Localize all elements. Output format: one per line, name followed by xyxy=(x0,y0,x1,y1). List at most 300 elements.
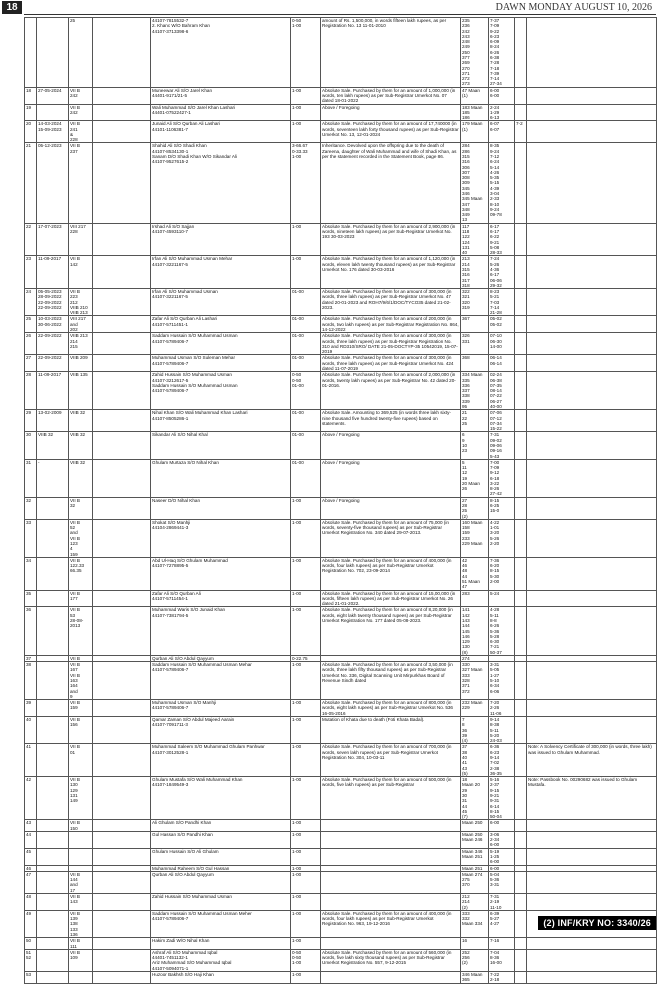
table-cell: 6 9 10 23 xyxy=(461,432,489,459)
table-cell: VII B 53 28-08-2013 xyxy=(69,607,93,656)
table-row xyxy=(25,223,657,256)
table-row xyxy=(25,497,657,519)
table-row xyxy=(25,557,657,590)
table-cell: 27 28 25 (2) xyxy=(461,497,489,519)
table-row xyxy=(25,938,657,950)
table-cell xyxy=(527,519,657,557)
table-cell: 24 xyxy=(25,289,37,316)
table-cell xyxy=(515,87,527,104)
table-cell xyxy=(515,104,527,121)
table-cell: 25 xyxy=(69,18,93,88)
table-cell: Muneewar Ali S/O Jarel Khan 44401-9171/21-5 xyxy=(151,87,291,104)
table-cell xyxy=(515,143,527,223)
table-cell xyxy=(515,662,527,700)
table-cell: Above / Foregoing xyxy=(321,432,461,459)
table-cell: 326 331 xyxy=(461,333,489,355)
table-cell: Absolute Sale. Purchased by them for an amount of 1,000,000 (in words, ten lakh rupees) as per Sub-Registrar Umerkot No. 07 dated 18-01-2022 xyxy=(321,87,461,104)
table-cell: Absolute Sale. Purchased by them for an amount of 700,000 (in words, seven lakh rupees) as per Sub-Registrar Umerkot Registration No. 304, 10-03-11 xyxy=(321,744,461,777)
table-cell: 01-00 xyxy=(291,432,321,459)
table-cell xyxy=(515,557,527,590)
table-cell: 7-04 8-36 16-00 xyxy=(489,949,515,971)
table-row xyxy=(25,662,657,700)
table-cell: 31 xyxy=(25,459,37,497)
table-cell: 160 Maan 158 159 233 229 Maan xyxy=(461,519,489,557)
table-cell: 6-07 6-07 xyxy=(489,121,515,143)
table-cell: 29 xyxy=(25,410,37,432)
table-cell: Ghulam Hussain S/O Ali Ghulam xyxy=(151,848,291,865)
table-cell: Absolute Sale. Purchased by them for an amount of 300,000 (in words, three lakh rupees) as per Sub-Registrar Registration No. 310 and RD310/SRO/ DATE 21-05-DOCTYP-35 10542019, 15-07-2019 xyxy=(321,333,461,355)
table-cell: 01-00 xyxy=(291,333,321,355)
table-cell: Huzoor Bakhsh S/O Haji Khan xyxy=(151,971,291,983)
table-row xyxy=(25,87,657,104)
table-cell: 37 xyxy=(25,655,37,661)
table-cell xyxy=(515,831,527,848)
table-cell: VII B 223 212 VIIB 210 VIIB 213 xyxy=(69,289,93,316)
table-cell: 40 xyxy=(25,717,37,744)
table-cell: Ghulam Mustafa S/O Wali Muhammad Khan 44107-1849549-3 xyxy=(151,777,291,820)
table-cell xyxy=(527,87,657,104)
table-cell xyxy=(527,18,657,88)
table-cell: Junaid Ali S/O Qurban Ali Lashari 44101-1106381-7 xyxy=(151,121,291,143)
table-cell xyxy=(93,894,151,911)
table-cell: Irshad Ali S/O Sajjan 44107-4593110-7 xyxy=(151,223,291,256)
table-cell: Muhammad Usman S/O Manhji 44107-5789406-7 xyxy=(151,700,291,717)
table-cell: 1-00 xyxy=(291,223,321,256)
table-cell xyxy=(93,938,151,950)
header-rule xyxy=(24,14,656,15)
table-cell xyxy=(515,355,527,372)
table-cell: Absolute Sale. Purchased by them for an amount of 2,000,000 (in words, twenty lakh rupees) as per Sub-Registrar No. 42 dated 20-01-2016. xyxy=(321,372,461,410)
table-row xyxy=(25,949,657,971)
table-cell xyxy=(527,831,657,848)
table-cell xyxy=(93,121,151,143)
table-cell xyxy=(37,607,69,656)
table-cell: 1-00 xyxy=(291,910,321,937)
table-cell: Muhammad Saleem S/O Muhammad Ghulam Panhwar 44107-3012528-1 xyxy=(151,744,291,777)
table-cell: Mutation of Khata due to death (Foti Khata Badal). xyxy=(321,717,461,744)
table-cell xyxy=(527,971,657,983)
table-row xyxy=(25,121,657,143)
table-cell: Shahid Ali S/O Shadi Khan 44107-8534130-1 Sanam D/O Shadi Khan W/O Sikandar Ali 44107-9527615-2 xyxy=(151,143,291,223)
table-row xyxy=(25,289,657,316)
table-cell: VIIB 213 214 215 xyxy=(69,333,93,355)
table-cell: Gul Hassan S/O Pandhi Khan xyxy=(151,831,291,848)
table-cell: Absolute Sale. Purchased by them for an amount of 15,00,000 (in words, fifteen lakh rupees) as per Sub-Registrar Umerkot No. 26 dated 21-01-2022. xyxy=(321,590,461,607)
table-cell: Saddam Hussain S/O Muhammad Usman Mehar 44107-5789406-7 xyxy=(151,662,291,700)
table-cell: 11-09-2017 xyxy=(37,372,69,410)
table-cell: 7-31 09-02 09-06 09-16 5-43 xyxy=(489,432,515,459)
table-cell: Absolute Sale. Purchased by them for an amount of 2,900,000 (in words, nineteen lakh rupees) as per Sub-Registrar Umerkot No. 193 30-03-2023 xyxy=(321,223,461,256)
table-cell xyxy=(527,289,657,316)
table-cell xyxy=(93,871,151,893)
table-cell: - xyxy=(37,459,69,497)
table-cell: 14-03-2024 15-09-2023 xyxy=(37,121,69,143)
table-cell: VII B 150 xyxy=(69,820,93,832)
table-cell xyxy=(321,894,461,911)
table-cell xyxy=(321,848,461,865)
table-cell: 02-24 06-38 07-35 08-14 07-22 06-27 40-00 xyxy=(489,372,515,410)
table-row xyxy=(25,744,657,777)
table-cell: VII B 122.33 66.35 xyxy=(69,557,93,590)
table-cell: Maan 346 Maan 251 xyxy=(461,848,489,865)
table-cell: Absolute Sale. Purchased by them for an amount of 300,000 (in words, three lakh rupees) as per Sub-Registrar Umerkot No. 47 dated 20-01-2023 and ROH7/9/6/1/DOC/TYCO35 dated 21-02-2023. xyxy=(321,289,461,316)
table-cell: Maan 251 xyxy=(461,865,489,871)
table-cell xyxy=(527,700,657,717)
table-cell xyxy=(515,607,527,656)
table-cell xyxy=(93,717,151,744)
table-cell xyxy=(527,717,657,744)
table-cell: 22-09-2022 xyxy=(37,333,69,355)
table-cell: 368 xyxy=(461,355,489,372)
table-cell xyxy=(515,871,527,893)
table-cell: 27-05-2024 xyxy=(37,87,69,104)
table-cell: 26 xyxy=(25,333,37,355)
table-cell: 1-00 xyxy=(291,971,321,983)
table-cell: Hakim Zadi W/O Nihal Khan xyxy=(151,938,291,950)
table-cell: 45 xyxy=(25,848,37,865)
table-cell: Zahid Hussain S/O Muhammad Usman 44107-3212617-5 Saddam Hussain S/O Muhammad Usman 44107-5789406-7 xyxy=(151,372,291,410)
table-row xyxy=(25,894,657,911)
table-cell xyxy=(37,519,69,557)
table-cell: Absolute Sale. Purchased by them for an amount of 560,000 (in words, five lakh sixty thousand rupees) as per Sub-Registrar Umerkot Registration No. 557, 9-12-2015 xyxy=(321,949,461,971)
table-cell: 1-00 xyxy=(291,256,321,289)
table-cell: Absolute Sale. Purchased by them for an amount of 800,000 (in words, eight lakh rupees) as per Sub-Registrar Umerkot No. 536 16-05-2016 xyxy=(321,700,461,717)
table-cell xyxy=(515,777,527,820)
table-cell: 35 xyxy=(25,590,37,607)
table-row xyxy=(25,831,657,848)
table-cell: 6-00 6-00 xyxy=(489,87,515,104)
table-cell xyxy=(527,256,657,289)
table-row xyxy=(25,104,657,121)
table-cell xyxy=(527,662,657,700)
table-cell xyxy=(69,848,93,865)
table-cell: Absolute Sale. Purchased by them for an amount of 1,120,000 (in words, eleven lakh twenty thousand rupees) as per Sub-Registrar Umerkot No. 176 dated 30-03-2016 xyxy=(321,256,461,289)
table-cell: 252 256 (2) xyxy=(461,949,489,971)
table-cell: Ali Ghulam S/O Pandhi Khan xyxy=(151,820,291,832)
table-cell: 334 Maan 335 336 337 338 339 95 xyxy=(461,372,489,410)
table-row xyxy=(25,459,657,497)
table-cell xyxy=(515,18,527,88)
table-cell xyxy=(515,820,527,832)
table-cell: 01-00 xyxy=(291,289,321,316)
table-cell xyxy=(93,355,151,372)
table-cell: Ashraf Ali S/O Muhammad Iqbal 44401-7451132-1 Ariz Muhammad S/O Muhammad Iqbal 44107-5094071-1 xyxy=(151,949,291,971)
table-row xyxy=(25,971,657,983)
table-cell: 213 214 315 316 317 318 xyxy=(461,256,489,289)
table-cell: Shokat S/O Manhji 44104-2869441-3 xyxy=(151,519,291,557)
table-cell xyxy=(515,717,527,744)
table-cell: 322 321 320 319 xyxy=(461,289,489,316)
table-cell: 1-00 xyxy=(291,831,321,848)
table-cell: 3-06 2-34 6-00 xyxy=(489,831,515,848)
table-cell: 235 236 242 243 248 249 250 377 269 270 271 272 273 xyxy=(461,18,489,88)
table-cell: 8-15 6-25 15-0 xyxy=(489,497,515,519)
table-cell: 50 xyxy=(25,938,37,950)
table-cell: Irfan Ali S/O Muhammad Usman 44107-3221167-5 xyxy=(151,289,291,316)
table-row xyxy=(25,256,657,289)
table-cell: 6-00 xyxy=(489,820,515,832)
table-cell: 34 xyxy=(25,557,37,590)
table-cell xyxy=(37,894,69,911)
table-row xyxy=(25,333,657,355)
table-cell: Absolute Sale. Purchased by them for an amount of 300,000 (in words, three lakh rupees) as per Sub-Registrar Umerkot No. 424 dated 11-07-2019 xyxy=(321,355,461,372)
table-cell: Muhammad Waris S/O Junaid Khan 44107-7381794-5 xyxy=(151,607,291,656)
table-cell xyxy=(527,607,657,656)
table-cell: 7 8 36 39 (4) xyxy=(461,717,489,744)
table-cell: 1-00 xyxy=(291,607,321,656)
table-cell xyxy=(527,894,657,911)
table-cell: Above / Foregoing xyxy=(321,459,461,497)
table-cell: 1-00 xyxy=(291,894,321,911)
table-cell: 22-09-2022 xyxy=(37,355,69,372)
table-cell: 30 xyxy=(25,432,37,459)
table-cell: 7-31 2-19 11-10 xyxy=(489,894,515,911)
table-cell: 1-00 xyxy=(291,662,321,700)
table-cell: 01-00 xyxy=(291,316,321,333)
table-cell: 1-00 xyxy=(291,557,321,590)
table-cell: 0-50 1-00 xyxy=(291,18,321,88)
table-cell: 274 xyxy=(461,655,489,661)
table-cell: 22 xyxy=(25,223,37,256)
table-cell: 1-00 xyxy=(291,104,321,121)
table-cell: VII B 144 and 17 xyxy=(69,871,93,893)
table-cell: 6-17 6-17 6-22 9-21 5-08 28-33 xyxy=(489,223,515,256)
table-cell xyxy=(515,519,527,557)
table-cell: VII B 143 xyxy=(69,894,93,911)
table-cell: 23 xyxy=(25,256,37,289)
table-cell xyxy=(515,372,527,410)
table-cell: 330 327 Maan 333 328 371 372 xyxy=(461,662,489,700)
table-cell: 367 xyxy=(461,316,489,333)
table-cell: 232 Maan 229 xyxy=(461,700,489,717)
table-cell: Zafar Ali S/O Qurban Ali 44107-5711454-1 xyxy=(151,590,291,607)
table-cell: 7-22 2-18 xyxy=(489,971,515,983)
table-cell: Absolute Sale. Purchased by them for an amount of 8,20,000 (in words, eight lakh twenty thousand rupees) as per Sub-Registrar Umerkot Registration No. 177 dated 05-08-2023. xyxy=(321,607,461,656)
table-cell xyxy=(527,104,657,121)
table-cell: 01-00 xyxy=(291,355,321,372)
table-cell: Maan 274 275 370 xyxy=(461,871,489,893)
table-cell: 4-22 1-01 3-20 5-26 2-20 xyxy=(489,519,515,557)
table-cell: 18 Maan 20 29 30 31 44 45 (7) xyxy=(461,777,489,820)
table-cell: 0-50 0-50 01-00 xyxy=(291,372,321,410)
table-cell: Absolute Sale. Purchased by them for an amount of 400,000 (in words, four lakh rupees) as per Sub-Registrar Umerkot Registration No. 702, 23-09-2014 xyxy=(321,557,461,590)
table-cell: 1-00 xyxy=(291,848,321,865)
table-cell: 47 Maan (1) xyxy=(461,87,489,104)
table-cell: Absolute Sale. Purchased by them for an amount of 200,000 (in words, two lakh rupees) as per Sub-Registrar Registration No. 864, 14-12-2022 xyxy=(322,316,459,333)
table-cell xyxy=(515,410,527,432)
table-cell: Maan 250 xyxy=(461,820,489,832)
table-cell: VII B 242 xyxy=(69,87,93,104)
table-cell: 05-12-2023 xyxy=(37,143,69,223)
table-cell: 21 xyxy=(25,143,37,223)
table-cell: 41 xyxy=(25,744,37,777)
table-cell: 21 22 25 xyxy=(461,410,489,432)
table-cell: VII B 109 xyxy=(69,949,93,971)
table-cell: 0-22.75 xyxy=(291,655,321,661)
table-cell: VII B 111 xyxy=(69,938,93,950)
table-cell: 51 52 xyxy=(25,949,37,971)
table-cell: VII B 32 xyxy=(69,497,93,519)
table-cell xyxy=(527,557,657,590)
table-cell xyxy=(93,949,151,971)
table-row xyxy=(25,519,657,557)
table-cell: VII B 159 xyxy=(69,700,93,717)
table-cell: 3-31 5-05 1-27 5-10 6-34 6-06 xyxy=(489,662,515,700)
table-cell xyxy=(69,971,93,983)
table-cell: 47 xyxy=(25,871,37,893)
table-cell: 1-00 xyxy=(291,744,321,777)
table-cell xyxy=(37,744,69,777)
table-cell: Ghulam Murtaza S/O Nihal Khan xyxy=(151,459,291,497)
table-cell: Saddam Hussain S/O Muhammad Usman 44107-5789406-7 xyxy=(151,333,291,355)
table-cell: 1-00 xyxy=(291,717,321,744)
table-cell xyxy=(25,18,37,88)
table-cell: Maan 250 Maan 246 xyxy=(461,831,489,848)
table-row xyxy=(25,355,657,372)
table-cell: 42 xyxy=(25,777,37,820)
table-cell: 9-14 8-38 5-11 5-20 24-03 xyxy=(489,717,515,744)
table-cell: 284 286 315 316 306 307 308 309 345 346 345 Maan 347 348 349 13 xyxy=(461,143,489,223)
table-cell: 01-00 xyxy=(291,410,321,432)
table-cell xyxy=(515,894,527,911)
table-cell: 6-00 xyxy=(489,865,515,871)
table-cell: Muhammad Raheem S/O Gul Hassan xyxy=(151,865,291,871)
table-row xyxy=(25,18,657,88)
table-row xyxy=(25,316,657,333)
table-cell: Wali Muhammad S/O Jarel Khan Lashari 44401-07522427-1 xyxy=(151,104,291,121)
table-cell: Absolute Sale. Purchased by them for an amount of 400,000 (in words, four lakh rupees) as per Sub-Registrar Umerkot Registration No. 963, 19-12-2016 xyxy=(321,910,461,937)
table-cell: VIIB 135 xyxy=(69,372,93,410)
table-cell xyxy=(527,355,657,372)
table-cell: VII B 130 129 131 149 xyxy=(69,777,93,820)
table-cell: 49 xyxy=(25,910,37,937)
table-cell xyxy=(527,143,657,223)
table-cell xyxy=(321,938,461,950)
table-cell xyxy=(515,848,527,865)
table-cell: Muhammad Usman S/O Suleman Mehar 44107-5789406-7 xyxy=(151,355,291,372)
table-cell: 16 xyxy=(461,938,489,950)
table-cell: 179 Maan (1) xyxy=(461,121,489,143)
table-cell xyxy=(37,104,69,121)
table-cell xyxy=(527,223,657,256)
table-cell: Above / Foregoing xyxy=(321,104,461,121)
table-cell: 44107-7815532-7 2. Khanc W/O Bahram Khan 44107-3713398-6 xyxy=(151,18,291,88)
table-cell: 5 11 12 19 20 Maan 26 xyxy=(461,459,489,497)
table-cell: 3-66.67 0-33.33 1-00 xyxy=(291,143,321,223)
table-cell: amount of Rs. 1,500,000, in words fifteen lakh rupees, as per Registration No. 13 11-01-2010 xyxy=(321,18,461,88)
table-cell: 183 Maan 185 186 xyxy=(461,104,489,121)
table-cell xyxy=(515,949,527,971)
table-cell xyxy=(515,316,527,333)
table-cell: 07-10 06-30 14-00 xyxy=(489,333,515,355)
table-cell xyxy=(93,223,151,256)
table-cell: 0-50 0-50 1-00 xyxy=(291,949,321,971)
table-row xyxy=(25,607,657,656)
table-cell: 38 xyxy=(25,662,37,700)
table-cell: 7-37 7-09 9-22 6-23 6-09 8-24 6-26 6-38 7-28 7-18 7-39 7-14 27-34 xyxy=(489,18,515,88)
table-cell: 141 142 143 144 145 146 129 130 (8) xyxy=(461,607,489,656)
table-cell xyxy=(527,949,657,971)
table-cell xyxy=(93,831,151,848)
table-cell: 6-39 5-27 4-27 xyxy=(489,910,515,937)
table-cell xyxy=(527,333,657,355)
table-cell xyxy=(37,820,69,832)
table-cell xyxy=(93,316,151,333)
table-cell: VII B 177 xyxy=(69,590,93,607)
table-cell: 1-00 xyxy=(291,519,321,557)
table-cell: 39 xyxy=(25,700,37,717)
table-cell xyxy=(37,848,69,865)
table-cell: 46 xyxy=(25,865,37,871)
table-cell xyxy=(37,777,69,820)
table-cell xyxy=(527,871,657,893)
table-cell: 05-05-2023 28-09-2022 22-09-2022 22-09-2022 xyxy=(37,289,69,316)
table-cell: Abd Ul-Haq S/O Ghulam Muhammad 44107-7278895-5 xyxy=(151,557,291,590)
table-cell xyxy=(93,744,151,777)
table-cell xyxy=(37,557,69,590)
table-cell: 11-09-2017 xyxy=(37,256,69,289)
table-row xyxy=(25,700,657,717)
table-cell: 1-00 xyxy=(291,820,321,832)
table-cell: 5-24 xyxy=(489,590,515,607)
table-cell: 2-24 1-29 6-13 xyxy=(489,104,515,121)
table-cell: Naseer D/O Nihal Khan xyxy=(151,497,291,519)
table-cell xyxy=(93,256,151,289)
table-cell: 117 118 122 124 131 40 xyxy=(461,223,489,256)
table-cell: 10-03-2023 30-06-2022 xyxy=(37,316,69,333)
table-row xyxy=(25,717,657,744)
table-cell: VII B 52 and VII B 123 4 159 xyxy=(69,519,93,557)
table-cell xyxy=(515,497,527,519)
table-cell: 37 38 40 41 43 (5) xyxy=(461,744,489,777)
table-cell: VIII 217 228 xyxy=(69,223,93,256)
table-row xyxy=(25,777,657,820)
table-cell: 36 xyxy=(25,607,37,656)
table-cell xyxy=(515,590,527,607)
table-cell: Qurban Ali S/O Abdul Qayyum xyxy=(151,871,291,893)
table-cell: 346 Maan 365 xyxy=(461,971,489,983)
table-cell: 8-35 9-24 7-12 6-24 5-14 4-26 5-35 5-15 4-39 3-04 2-33 8-10 9-24 09-78 xyxy=(489,143,515,223)
table-cell: Nihal Khan S/O Wali Muhammad Khan Lashari 44107-8505286-1 xyxy=(151,410,291,432)
table-cell xyxy=(93,104,151,121)
table-cell: 07-06 07-12 07-34 15-22 xyxy=(489,410,515,432)
table-row xyxy=(25,590,657,607)
table-cell xyxy=(515,700,527,717)
table-cell xyxy=(93,607,151,656)
table-cell: 7-24 5-26 4-36 6-17 06-06 29-32 xyxy=(489,256,515,289)
table-cell xyxy=(69,831,93,848)
table-cell: VII B 237 xyxy=(69,143,93,223)
table-cell xyxy=(93,497,151,519)
table-cell xyxy=(527,820,657,832)
newspaper-masthead: DAWN MONDAY AUGUST 10, 2026 xyxy=(495,2,652,13)
table-cell: Zahid Hussain S/O Muhammad Usman xyxy=(151,894,291,911)
table-cell xyxy=(321,871,461,893)
table-cell xyxy=(515,971,527,983)
table-cell: 27 xyxy=(25,355,37,372)
table-cell: VII B 142 xyxy=(69,256,93,289)
table-cell xyxy=(515,223,527,256)
table-row xyxy=(25,820,657,832)
table-cell xyxy=(93,848,151,865)
table-cell: 5-04 5-36 3-31 xyxy=(489,871,515,893)
table-cell: 7-20 2-26 11-06 xyxy=(489,700,515,717)
table-cell: VIIB 32 xyxy=(69,432,93,459)
table-cell: 06-14 06-14 xyxy=(489,355,515,372)
table-cell: VII B 242 xyxy=(69,104,93,121)
table-cell xyxy=(37,938,69,950)
table-cell xyxy=(93,459,151,497)
